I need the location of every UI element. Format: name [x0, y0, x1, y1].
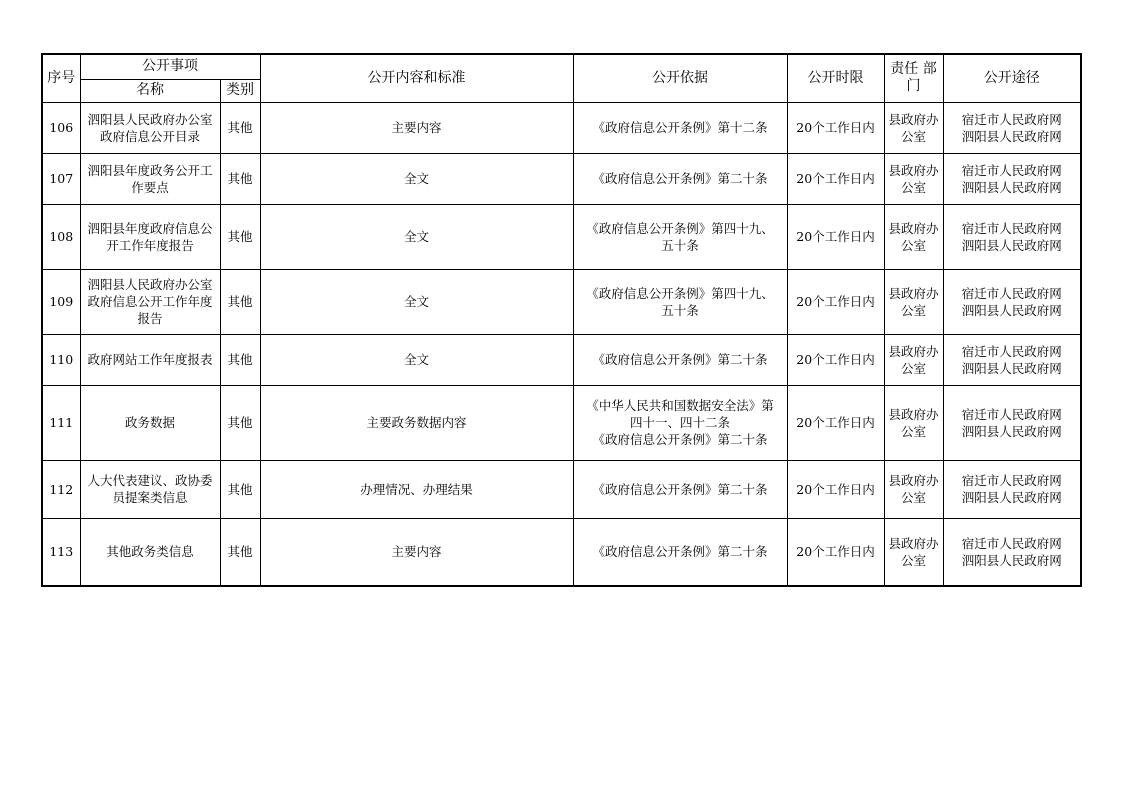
cell-content: 全文: [260, 153, 573, 204]
header-dept-line: 责任: [890, 61, 919, 78]
cell-dept: [884, 269, 943, 334]
cell-channel-line: 泗阳县人民政府网: [961, 128, 1062, 144]
table-body: [42, 102, 1081, 586]
cell-name-line: 员提案类信息: [112, 490, 188, 505]
cell-dept: [884, 385, 943, 460]
cell-basis-line: 《中华人民共和国数据安全法》第: [586, 398, 774, 413]
cell-category: 其他: [220, 518, 260, 586]
header-item-group: 公开事项: [80, 54, 260, 79]
table-row: [42, 460, 1081, 518]
table-row: [42, 269, 1081, 334]
cell-name-line: 泗阳县年度政务公开工: [87, 162, 213, 178]
cell-channel-line: 泗阳县人民政府网: [961, 423, 1062, 439]
cell-name: [80, 269, 220, 334]
cell-seq: 107: [42, 153, 80, 204]
cell-channel: [943, 102, 1081, 153]
cell-channel-line: 泗阳县人民政府网: [961, 360, 1062, 376]
cell-dept-line: 公室: [900, 490, 926, 505]
cell-channel: [943, 269, 1081, 334]
cell-name: [80, 334, 220, 385]
cell-channel-line: 泗阳县人民政府网: [961, 179, 1062, 195]
cell-content: 主要内容: [260, 102, 573, 153]
cell-name-line: 政府网站工作年度报表: [87, 352, 213, 367]
cell-dept-line: 县政府办: [888, 343, 939, 359]
cell-basis-line: 四十一、四十二条: [629, 415, 730, 430]
cell-seq: 109: [42, 269, 80, 334]
cell-time: 20个工作日内: [787, 153, 884, 204]
cell-channel-line: 宿迁市人民政府网: [961, 285, 1062, 301]
disclosure-table: [41, 53, 1082, 587]
cell-dept: [884, 334, 943, 385]
table-row: [42, 518, 1081, 586]
cell-basis: [573, 385, 787, 460]
cell-content: 全文: [260, 269, 573, 334]
cell-dept-line: 公室: [900, 423, 926, 439]
cell-content: 办理情况、办理结果: [260, 460, 573, 518]
cell-seq: 112: [42, 460, 80, 518]
cell-channel-line: 宿迁市人民政府网: [961, 535, 1062, 551]
cell-dept-line: 县政府办: [888, 111, 939, 127]
cell-channel-line: 宿迁市人民政府网: [961, 111, 1062, 127]
cell-basis: [573, 269, 787, 334]
cell-basis: [573, 102, 787, 153]
table-row: [42, 385, 1081, 460]
cell-name: [80, 153, 220, 204]
cell-dept-line: 公室: [900, 360, 926, 376]
cell-dept-line: 公室: [900, 302, 926, 318]
cell-name: [80, 518, 220, 586]
table-row: [42, 102, 1081, 153]
cell-dept-line: 公室: [900, 179, 926, 195]
cell-seq: 111: [42, 385, 80, 460]
cell-content: 全文: [260, 204, 573, 269]
cell-name: [80, 385, 220, 460]
cell-basis-line: 《政府信息公开条例》第二十条: [592, 481, 768, 497]
cell-basis-line: 《政府信息公开条例》第四十九、: [586, 285, 774, 301]
cell-channel-line: 宿迁市人民政府网: [961, 162, 1062, 178]
cell-category: 其他: [220, 102, 260, 153]
header-basis: 公开依据: [573, 54, 787, 102]
table-row: [42, 204, 1081, 269]
table-row: [42, 334, 1081, 385]
cell-channel: [943, 334, 1081, 385]
header-seq: 序号: [42, 54, 80, 102]
cell-category: 其他: [220, 385, 260, 460]
cell-basis: [573, 204, 787, 269]
cell-time: 20个工作日内: [787, 385, 884, 460]
cell-name-line: 泗阳县年度政府信息公: [87, 220, 213, 236]
cell-time: 20个工作日内: [787, 334, 884, 385]
header-category: 类别: [220, 79, 260, 102]
cell-category: 其他: [220, 153, 260, 204]
cell-dept-line: 县政府办: [888, 162, 939, 178]
cell-channel: [943, 204, 1081, 269]
cell-dept: [884, 460, 943, 518]
cell-basis-line: 《政府信息公开条例》第四十九、: [586, 220, 774, 236]
cell-name-line: 政务数据: [124, 415, 175, 430]
cell-content: 主要内容: [260, 518, 573, 586]
cell-category: 其他: [220, 334, 260, 385]
cell-content: 全文: [260, 334, 573, 385]
table-row: [42, 153, 1081, 204]
cell-dept-line: 公室: [900, 237, 926, 253]
cell-channel: [943, 460, 1081, 518]
cell-name-line: 泗阳县人民政府办公室: [87, 277, 213, 292]
cell-dept-line: 公室: [900, 552, 926, 568]
cell-channel: [943, 518, 1081, 586]
cell-basis-line: 五十条: [661, 237, 699, 253]
cell-dept: [884, 204, 943, 269]
cell-seq: 113: [42, 518, 80, 586]
cell-basis-line: 《政府信息公开条例》第二十条: [592, 544, 768, 560]
cell-name-line: 其他政务类信息: [106, 544, 194, 560]
header-dept-line: 部门: [906, 61, 937, 95]
cell-basis-line: 五十条: [661, 302, 699, 318]
cell-channel-line: 泗阳县人民政府网: [961, 552, 1062, 568]
cell-channel-line: 泗阳县人民政府网: [961, 237, 1062, 253]
cell-channel-line: 泗阳县人民政府网: [961, 490, 1062, 505]
header-channel: 公开途径: [943, 54, 1081, 102]
cell-basis-line: 《政府信息公开条例》第二十条: [592, 352, 768, 367]
cell-dept-line: 公室: [900, 128, 926, 144]
cell-basis: [573, 334, 787, 385]
header-name: 名称: [80, 79, 220, 102]
cell-dept-line: 县政府办: [888, 406, 939, 422]
cell-name-line: 报告: [137, 311, 163, 326]
cell-time: 20个工作日内: [787, 204, 884, 269]
cell-seq: 108: [42, 204, 80, 269]
cell-channel-line: 宿迁市人民政府网: [961, 343, 1062, 359]
cell-dept-line: 县政府办: [888, 285, 939, 301]
cell-channel-line: 宿迁市人民政府网: [961, 473, 1062, 488]
header-time: 公开时限: [787, 54, 884, 102]
cell-category: 其他: [220, 269, 260, 334]
cell-name-line: 泗阳县人民政府办公室: [87, 111, 213, 127]
cell-basis-line: 《政府信息公开条例》第十二条: [592, 120, 768, 135]
cell-name-line: 政府信息公开目录: [99, 128, 200, 144]
cell-channel-line: 宿迁市人民政府网: [961, 406, 1062, 422]
cell-dept: [884, 153, 943, 204]
header-content: 公开内容和标准: [260, 54, 573, 102]
cell-channel-line: 泗阳县人民政府网: [961, 302, 1062, 318]
cell-content: 主要政务数据内容: [260, 385, 573, 460]
cell-name-line: 作要点: [131, 179, 169, 195]
cell-dept: [884, 518, 943, 586]
cell-seq: 106: [42, 102, 80, 153]
cell-time: 20个工作日内: [787, 518, 884, 586]
cell-basis-line: 《政府信息公开条例》第二十条: [592, 171, 768, 186]
cell-time: 20个工作日内: [787, 102, 884, 153]
cell-channel-line: 宿迁市人民政府网: [961, 220, 1062, 236]
cell-name: [80, 460, 220, 518]
cell-dept-line: 县政府办: [888, 220, 939, 236]
cell-basis: [573, 153, 787, 204]
cell-time: 20个工作日内: [787, 269, 884, 334]
cell-name-line: 政府信息公开工作年度: [87, 294, 213, 309]
cell-dept: [884, 102, 943, 153]
cell-dept-line: 县政府办: [888, 473, 939, 488]
cell-basis: [573, 518, 787, 586]
cell-basis-line: 《政府信息公开条例》第二十条: [592, 432, 768, 447]
cell-name: [80, 204, 220, 269]
cell-channel: [943, 385, 1081, 460]
cell-seq: 110: [42, 334, 80, 385]
cell-name-line: 开工作年度报告: [106, 237, 194, 253]
cell-basis: [573, 460, 787, 518]
header-dept: [884, 54, 943, 102]
cell-category: 其他: [220, 460, 260, 518]
cell-category: 其他: [220, 204, 260, 269]
cell-time: 20个工作日内: [787, 460, 884, 518]
cell-name-line: 人大代表建议、政协委: [87, 473, 213, 488]
cell-name: [80, 102, 220, 153]
cell-dept-line: 县政府办: [888, 535, 939, 551]
table-header: [42, 54, 1081, 102]
cell-channel: [943, 153, 1081, 204]
